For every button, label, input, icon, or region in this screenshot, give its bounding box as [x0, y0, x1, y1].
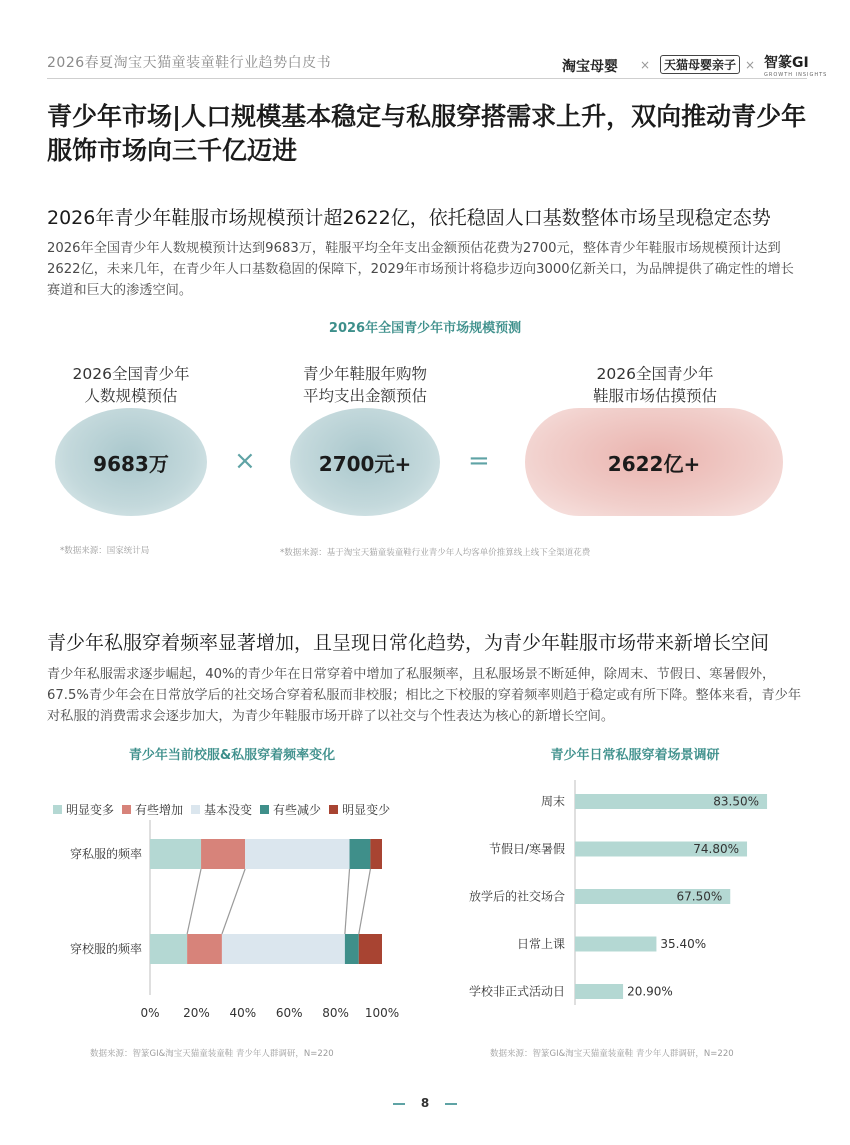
- header-divider: [47, 78, 807, 79]
- frequency-chart-title: 青少年当前校服&私服穿着频率变化: [128, 748, 336, 763]
- connector-line: [359, 869, 371, 934]
- source-left: *数据来源：国家统计局: [60, 546, 150, 556]
- legend-label: 明显变多: [66, 803, 115, 817]
- market-size-value: 2622亿+: [607, 451, 701, 476]
- spending-label: [275, 363, 455, 407]
- frequency-chart-source: 数据来源：智篆GI&淘宝天猫童装童鞋 青少年人群调研，N=220: [90, 1049, 334, 1059]
- zhizhuan-logo: [764, 52, 827, 78]
- scene-category-label: 节假日/寒暑假: [488, 842, 565, 856]
- legend-label: 明显变少: [342, 803, 391, 817]
- scene-chart-title: 青少年日常私服穿着场景调研: [550, 748, 720, 763]
- stacked-bar-segment: [345, 934, 359, 964]
- connector-line: [222, 869, 245, 934]
- category-label: 穿私服的频率: [69, 847, 142, 861]
- stacked-bar-segment: [350, 839, 371, 869]
- scene-value-label: 20.90%: [627, 984, 673, 999]
- scene-category-label: 放学后的社交场合: [468, 889, 565, 904]
- page-number: 8: [420, 1096, 430, 1110]
- scene-bar-chart: [440, 780, 820, 1020]
- market-size-ellipse: [525, 408, 783, 516]
- legend-item: [329, 801, 390, 818]
- stacked-bar-segment: [150, 934, 187, 964]
- connector-line: [345, 869, 350, 934]
- category-label: 穿校服的频率: [69, 942, 142, 956]
- market-forecast-title: 2026年全国青少年市场规模预测: [328, 321, 522, 336]
- scene-value-label: 35.40%: [660, 937, 707, 951]
- stacked-bar-segment: [359, 934, 382, 964]
- legend-item: [191, 801, 252, 818]
- x-tick-label: 60%: [275, 1006, 303, 1020]
- section2-paragraph: 青少年私服需求逐步崛起，40%的青少年在日常穿着中增加了私服频率，且私服场景不断延伸，除周末、节假日、寒暑假外，67.5%青少年会在日常放学后的社交场合穿着私服而非校服；相比之下校服的穿着频率则趋于稳定或有所下降。整体来看，青少年对私服的消费需求会逐步加大，为青少年鞋服市场开辟了以社交与个性表达为核心的新增长空间。: [47, 667, 802, 724]
- page-title: 青少年市场|人口规模基本稳定与私服穿搭需求上升，双向推动青少年服饰市场向三千亿迈进: [47, 102, 807, 165]
- legend-swatch: [329, 805, 338, 814]
- logo-separator: ×: [640, 58, 651, 72]
- legend-label: 有些增加: [135, 803, 184, 817]
- connector-line: [187, 869, 201, 934]
- section1-paragraph: 2026年全国青少年人数规模预计达到9683万，鞋服平均全年支出金额预估花费为2700元，整体青少年鞋服市场规模预计达到2622亿，未来几年，在青少年人口基数稳固的保障下，2029年市场预计将稳步迈向3000亿新关口，为品牌提供了确定性的增长赛道和巨大的渗透空间。: [47, 241, 794, 298]
- scene-bar: [575, 984, 623, 999]
- legend-item: [122, 801, 183, 818]
- scene-category-label: 日常上课: [516, 937, 565, 951]
- equals-sign: =: [468, 446, 490, 476]
- multiply-sign: ×: [234, 446, 256, 476]
- zhizhuan-logo-text: 智篆GI: [764, 55, 809, 71]
- population-label: [40, 363, 222, 407]
- taobao-muying-logo: 淘宝母婴: [562, 59, 618, 75]
- scene-category-label: 周末: [540, 794, 565, 809]
- x-tick-label: 20%: [183, 1006, 210, 1020]
- scene-bar: [575, 937, 656, 952]
- section2-title: 青少年私服穿着频率显著增加，且呈现日常化趋势，为青少年鞋服市场带来新增长空间: [47, 632, 770, 654]
- x-tick-label: 100%: [364, 1006, 400, 1020]
- population-label-line2: 人数规模预估: [84, 387, 178, 405]
- legend-label: 基本没变: [204, 803, 253, 817]
- frequency-chart-legend: [53, 799, 398, 818]
- legend-swatch: [191, 805, 200, 814]
- scene-category-label: 学校非正式活动日: [468, 984, 565, 999]
- frequency-stacked-bar-chart: [40, 820, 420, 1030]
- spending-label-line1: 青少年鞋服年购物: [302, 365, 427, 383]
- spending-label-line2: 平均支出金额预估: [302, 387, 427, 405]
- legend-item: [260, 801, 321, 818]
- x-tick-label: 80%: [322, 1006, 349, 1020]
- market-size-label: [565, 363, 745, 407]
- stacked-bar-segment: [187, 934, 222, 964]
- legend-swatch: [260, 805, 269, 814]
- stacked-bar-segment: [222, 934, 345, 964]
- logo-separator: ×: [745, 58, 756, 72]
- zhizhuan-tagline: GROWTH INSIGHTS: [764, 72, 828, 78]
- population-ellipse: [55, 408, 207, 516]
- stacked-bar-segment: [245, 839, 349, 869]
- report-title: 2026春夏淘宝天猫童装童鞋行业趋势白皮书: [47, 55, 332, 71]
- scene-value-label: 67.50%: [676, 889, 723, 904]
- spending-value: 2700元+: [318, 451, 412, 476]
- legend-swatch: [122, 805, 131, 814]
- footer-dash-right: [445, 1103, 457, 1105]
- legend-label: 有些减少: [273, 803, 322, 817]
- scene-chart-source: 数据来源：智篆GI&淘宝天猫童装童鞋 青少年人群调研，N=220: [490, 1049, 734, 1059]
- market-size-label-line1: 2026全国青少年: [596, 365, 714, 383]
- section1-title: 2026年青少年鞋服市场规模预计超2622亿，依托稳固人口基数整体市场呈现稳定态势: [47, 207, 771, 229]
- spending-ellipse: [290, 408, 440, 516]
- stacked-bar-segment: [201, 839, 245, 869]
- scene-value-label: 83.50%: [713, 794, 760, 809]
- source-right: *数据来源：基于淘宝天猫童装童鞋行业青少年人均客单价推算线上线下全渠道花费: [280, 548, 591, 558]
- tmall-logo: 天猫母婴亲子: [660, 55, 740, 74]
- legend-swatch: [53, 805, 62, 814]
- market-size-label-line2: 鞋服市场估摸预估: [592, 387, 717, 405]
- scene-value-label: 74.80%: [693, 842, 740, 856]
- population-label-line1: 2026全国青少年: [72, 365, 190, 383]
- stacked-bar-segment: [150, 839, 201, 869]
- stacked-bar-segment: [370, 839, 382, 869]
- x-tick-label: 40%: [229, 1006, 257, 1020]
- population-value: 9683万: [93, 451, 169, 476]
- legend-item: [53, 801, 114, 818]
- x-tick-label: 0%: [140, 1006, 160, 1020]
